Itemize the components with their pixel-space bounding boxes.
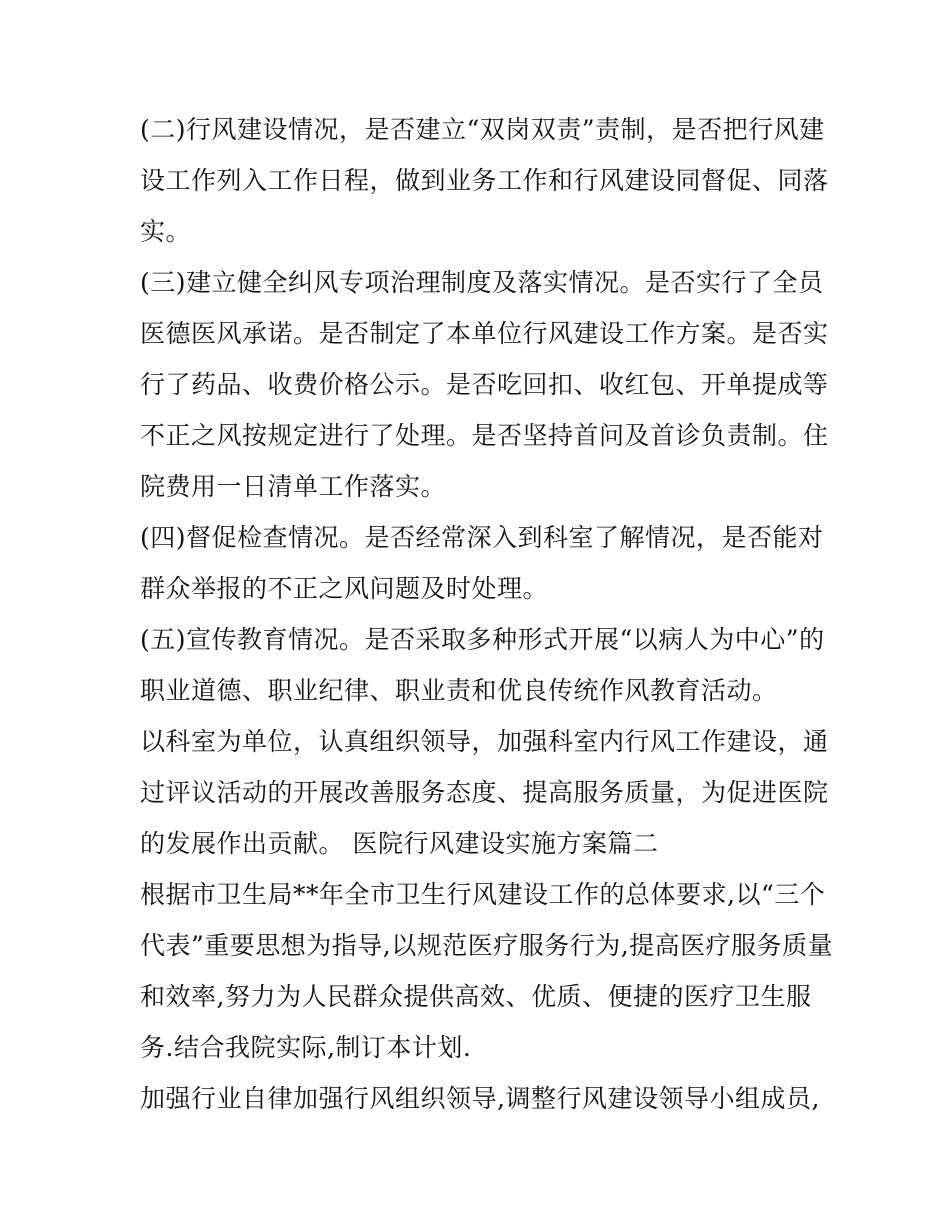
text-line: 群众举报的不正之风问题及时处理。 bbox=[140, 574, 549, 603]
text-line: 实。 bbox=[140, 217, 192, 246]
text-line: 根据市卫生局**年全市卫生行风建设工作的总体要求,以“三个 bbox=[140, 880, 826, 909]
text-line: 行了药品、收费价格公示。是否吃回扣、收红包、开单提成等 bbox=[140, 370, 829, 399]
paragraph-4-supervision bbox=[140, 512, 824, 614]
document-body bbox=[140, 104, 834, 1124]
text-line: (二)行风建设情况，是否建立“双岗双责”责制，是否把行风建 bbox=[140, 115, 825, 144]
paragraph-department-organization bbox=[140, 716, 829, 869]
text-line: 院费用一日清单工作落实。 bbox=[140, 472, 447, 501]
text-line: 和效率,努力为人民群众提供高效、优质、便捷的医疗卫生服 bbox=[140, 982, 812, 1011]
paragraph-2-conduct-building bbox=[140, 104, 829, 257]
text-line: 设工作列入工作日程，做到业务工作和行风建设同督促、同落 bbox=[140, 166, 829, 195]
text-line: 医德医风承诺。是否制定了本单位行风建设工作方案。是否实 bbox=[140, 319, 829, 348]
text-line: (三)建立健全纠风专项治理制度及落实情况。是否实行了全员 bbox=[140, 268, 824, 297]
text-line: 的发展作出贡献。 医院行风建设实施方案篇二 bbox=[140, 829, 659, 858]
text-line: (五)宣传教育情况。是否采取多种形式开展“以病人为中心”的 bbox=[140, 625, 825, 654]
text-line: 以科室为单位，认真组织领导，加强科室内行风工作建设，通 bbox=[140, 727, 829, 756]
text-line: 代表”重要思想为指导,以规范医疗服务行为,提高医疗服务质量 bbox=[140, 931, 834, 960]
text-line: 职业道德、职业纪律、职业责和优良传统作风教育活动。 bbox=[140, 676, 778, 705]
text-line: 务.结合我院实际,制订本计划. bbox=[140, 1033, 472, 1062]
paragraph-self-discipline bbox=[140, 1073, 820, 1124]
text-line: 过评议活动的开展改善服务态度、提高服务质量，为促进医院 bbox=[140, 778, 829, 807]
paragraph-5-education bbox=[140, 614, 825, 716]
paragraph-plan-basis bbox=[140, 869, 834, 1073]
text-line: 不正之风按规定进行了处理。是否坚持首问及首诊负责制。住 bbox=[140, 421, 829, 450]
text-line: 加强行业自律加强行风组织领导,调整行风建设领导小组成员, bbox=[140, 1084, 820, 1113]
text-line: (四)督促检查情况。是否经常深入到科室了解情况，是否能对 bbox=[140, 523, 824, 552]
paragraph-3-governance-system bbox=[140, 257, 829, 512]
